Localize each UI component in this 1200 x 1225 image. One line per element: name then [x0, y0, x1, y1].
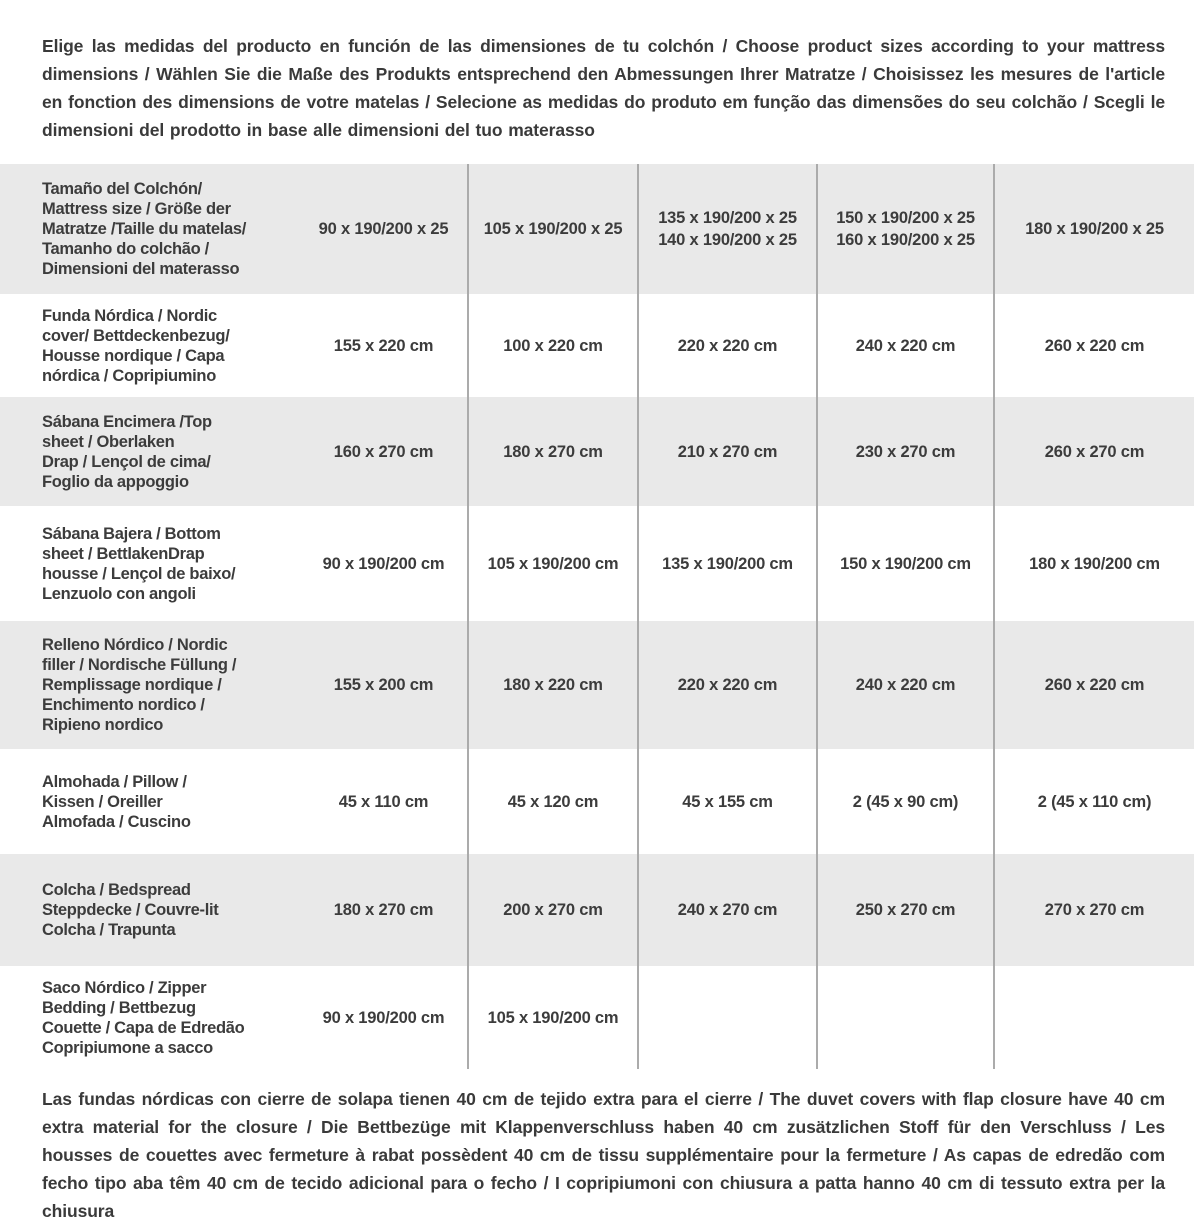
size-cell	[637, 854, 816, 966]
row-label-line: nórdica / Copripiumino	[42, 366, 216, 385]
footnote-text: Las fundas nórdicas con cierre de solapa tienen 40 cm de tejido extra para el cierre / The duvet covers with flap closure have 40 cm extra material for the closure / Die Bettbezüge mit Klappenverschluss haben 40 cm zusätzlichen Stoff für den Verschluss / Les housses de couettes avec fermeture à rabat possèdent 40 cm de tissu supplémentaire pour la fermeture / As capas de edredão com fecho tipo aba têm 40 cm de tecido adicional para o fecho / I copripiumoni con chiusura a patta hanno 40 cm di tessuto extra per la chiusura	[42, 1089, 1165, 1221]
size-value: 240 x 220 cm	[855, 336, 956, 355]
row-label-line: Mattress size / Größe der	[42, 200, 231, 218]
size-cell	[816, 294, 993, 397]
row-label-line: Relleno Nórdico / Nordic	[42, 636, 228, 654]
row-label-line: filler / Nordische Füllung /	[42, 656, 237, 674]
size-value: 150 x 190/200 x 25	[836, 209, 975, 227]
size-cell	[993, 164, 1194, 294]
size-value: 105 x 190/200 cm	[487, 1008, 619, 1027]
table-row	[0, 506, 1194, 621]
size-value: 230 x 270 cm	[855, 442, 956, 461]
size-cell	[637, 397, 816, 506]
size-cell	[300, 506, 467, 621]
table-row	[0, 164, 1194, 294]
size-value: 270 x 270 cm	[1044, 901, 1145, 919]
size-value: 240 x 270 cm	[677, 901, 778, 919]
row-label-line: Remplissage nordique /	[42, 676, 222, 694]
row-label-line: Funda Nórdica / Nordic	[42, 306, 217, 325]
table-row	[0, 621, 1194, 749]
row-label-line: Lenzuolo con angoli	[42, 584, 196, 603]
row-label-line: cover/ Bettdeckenbezug/	[42, 326, 230, 345]
size-cell	[637, 164, 816, 294]
size-cell	[993, 854, 1194, 966]
size-value: 45 x 155 cm	[682, 792, 773, 811]
row-label-line: housse / Lençol de baixo/	[42, 564, 236, 583]
size-value: 45 x 120 cm	[507, 792, 599, 811]
size-cell	[993, 506, 1194, 621]
size-cell	[993, 621, 1194, 749]
size-value: 260 x 220 cm	[1044, 676, 1145, 694]
size-value: 180 x 190/200 x 25	[1025, 220, 1164, 238]
size-value: 240 x 220 cm	[855, 676, 956, 694]
table-row	[0, 397, 1194, 506]
size-cell	[816, 854, 993, 966]
size-cell	[816, 749, 993, 854]
row-label-line: Sábana Bajera / Bottom	[42, 524, 221, 543]
row-label	[0, 966, 300, 1069]
size-cell	[637, 749, 816, 854]
size-cell	[637, 506, 816, 621]
size-value: 90 x 190/200 cm	[322, 1008, 445, 1027]
size-cell	[467, 164, 637, 294]
size-cell	[300, 294, 467, 397]
table-row	[0, 966, 1194, 1069]
size-value: 220 x 220 cm	[677, 676, 778, 694]
row-label-line: sheet / BettlakenDrap	[42, 544, 205, 563]
row-label-line: Dimensioni del materasso	[42, 260, 240, 278]
size-value: 135 x 190/200 cm	[662, 554, 793, 573]
size-cell	[300, 397, 467, 506]
row-label-line: Saco Nórdico / Zipper	[42, 978, 207, 997]
size-cell	[993, 397, 1194, 506]
row-label	[0, 854, 300, 966]
intro-text: Elige las medidas del producto en función de las dimensiones de tu colchón / Choose product sizes according to your mattress dimensions / Wählen Sie die Maße des Produkts entsprechend den Abmessungen Ihrer Matratze / Choisissez les mesures de l'article en fonction des dimensions de votre matelas / Selecione as medidas do produto em função das dimensões do seu colchão / Scegli le dimensioni del prodotto in base alle dimensioni del tuo materasso	[42, 36, 1165, 140]
table-row	[0, 749, 1194, 854]
row-label	[0, 164, 300, 294]
row-label-line: Almohada / Pillow /	[42, 772, 187, 791]
size-value: 135 x 190/200 x 25	[658, 209, 797, 227]
size-cell	[467, 294, 637, 397]
size-value: 220 x 220 cm	[677, 336, 778, 355]
size-value: 90 x 190/200 cm	[322, 554, 445, 573]
size-value: 155 x 200 cm	[333, 676, 434, 694]
row-label-line: Almofada / Cuscino	[42, 812, 191, 831]
size-value: 180 x 190/200 cm	[1029, 554, 1160, 573]
row-label-line: Housse nordique / Capa	[42, 346, 225, 365]
size-value: 260 x 220 cm	[1044, 336, 1145, 355]
size-value: 105 x 190/200 cm	[487, 554, 619, 573]
size-value: 105 x 190/200 x 25	[483, 220, 623, 238]
size-cell	[993, 294, 1194, 397]
row-label	[0, 749, 300, 854]
size-cell	[300, 749, 467, 854]
size-cell	[637, 294, 816, 397]
row-label	[0, 506, 300, 621]
row-label-line: Bedding / Bettbezug	[42, 998, 196, 1017]
size-cell	[993, 749, 1194, 854]
size-cell	[300, 966, 467, 1069]
size-value: 260 x 270 cm	[1044, 442, 1145, 461]
table-row	[0, 294, 1194, 397]
size-value: 200 x 270 cm	[503, 901, 603, 919]
row-label-line: sheet / Oberlaken	[42, 432, 175, 451]
row-label-line: Tamanho do colchão /	[42, 240, 209, 258]
size-value: 155 x 220 cm	[333, 336, 434, 355]
row-label	[0, 294, 300, 397]
size-value: 2 (45 x 110 cm)	[1037, 792, 1152, 811]
row-label-line: Enchimento nordico /	[42, 696, 205, 714]
row-label-line: Colcha / Trapunta	[42, 921, 176, 939]
row-label-line: Drap / Lençol de cima/	[42, 452, 211, 471]
size-value: 180 x 270 cm	[503, 442, 603, 461]
row-label-line: Couette / Capa de Edredão	[42, 1018, 245, 1037]
row-label-line: Kissen / Oreiller	[42, 792, 163, 811]
size-cell	[993, 966, 1194, 1069]
size-value: 250 x 270 cm	[855, 901, 956, 919]
size-cell	[637, 966, 816, 1069]
row-label-line: Colcha / Bedspread	[42, 881, 191, 899]
size-cell	[637, 621, 816, 749]
row-label-line: Tamaño del Colchón/	[42, 180, 202, 198]
size-cell	[467, 621, 637, 749]
size-value: 180 x 220 cm	[503, 676, 603, 694]
size-value: 150 x 190/200 cm	[840, 554, 971, 573]
size-cell	[467, 854, 637, 966]
size-cell	[816, 966, 993, 1069]
size-value: 45 x 110 cm	[338, 792, 429, 811]
size-cell	[816, 164, 993, 294]
row-label-line: Matratze /Taille du matelas/	[42, 220, 247, 238]
size-cell	[816, 397, 993, 506]
size-value: 180 x 270 cm	[333, 901, 434, 919]
size-cell	[300, 164, 467, 294]
row-label	[0, 397, 300, 506]
row-label-line: Sábana Encimera /Top	[42, 412, 212, 431]
size-cell	[467, 966, 637, 1069]
size-cell	[816, 506, 993, 621]
size-cell	[467, 397, 637, 506]
size-value: 100 x 220 cm	[503, 336, 603, 355]
size-value: 210 x 270 cm	[677, 442, 778, 461]
size-value: 160 x 270 cm	[333, 442, 434, 461]
size-value: 160 x 190/200 x 25	[836, 231, 975, 249]
row-label	[0, 621, 300, 749]
row-label-line: Foglio da appoggio	[42, 472, 189, 491]
row-label-line: Copripiumone a sacco	[42, 1038, 213, 1057]
size-cell	[300, 621, 467, 749]
size-cell	[300, 854, 467, 966]
size-cell	[467, 506, 637, 621]
size-table	[0, 164, 1194, 1069]
table-row	[0, 854, 1194, 966]
row-label-line: Steppdecke / Couvre-lit	[42, 901, 219, 919]
row-label-line: Ripieno nordico	[42, 716, 164, 734]
size-cell	[467, 749, 637, 854]
size-value: 140 x 190/200 x 25	[658, 231, 797, 249]
size-cell	[816, 621, 993, 749]
size-value: 90 x 190/200 x 25	[318, 220, 449, 238]
size-value: 2 (45 x 90 cm)	[852, 792, 959, 811]
